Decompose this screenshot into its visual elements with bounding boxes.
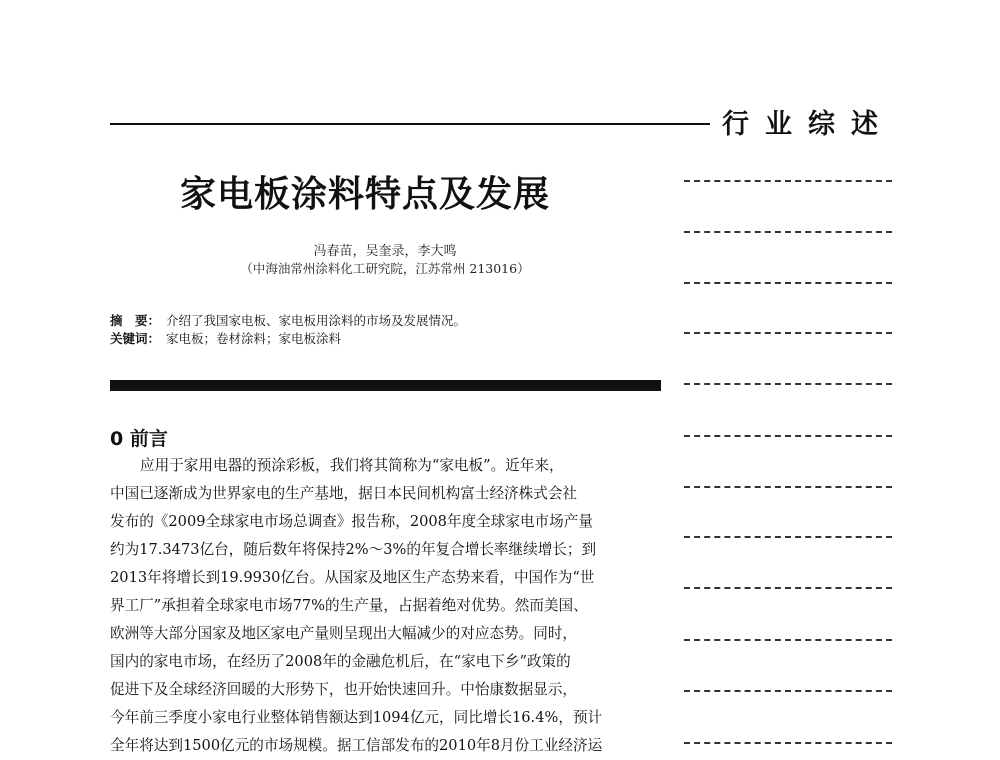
paragraph-line: 界工厂”承担着全球家电市场77%的生产量，占据着绝对优势。然而美国、: [110, 597, 588, 614]
body-paragraph: [110, 452, 665, 760]
margin-note-lines: [684, 168, 896, 760]
margin-dashed-line: [684, 639, 892, 641]
keywords: [110, 329, 341, 347]
margin-dashed-line: [684, 742, 892, 744]
paragraph-line: 国内的家电市场，在经历了2008年的金融危机后，在“家电下乡”政策的: [110, 653, 571, 670]
paragraph-line: 约为17.3473亿台，随后数年将保持2%～3%的年复合增长率继续增长；到: [110, 541, 597, 558]
keywords-text: 家电板；卷材涂料；家电板涂料: [166, 331, 342, 346]
paragraph-line: 应用于家用电器的预涂彩板，我们将其简称为“家电板”。近年来，: [140, 457, 564, 474]
margin-dashed-line: [684, 180, 892, 182]
article-affiliation: （中海油常州涂料化工研究院，江苏常州 213016）: [240, 261, 530, 276]
margin-dashed-line: [684, 690, 892, 692]
abstract-label: 摘 要：: [110, 313, 161, 328]
paragraph-line: 今年前三季度小家电行业整体销售额达到1094亿元，同比增长16.4%，预计: [110, 709, 603, 726]
margin-dashed-line: [684, 383, 892, 385]
abstract-text: 介绍了我国家电板、家电板用涂料的市场及发展情况。: [166, 313, 467, 328]
paragraph-line: 中国已逐渐成为世界家电的生产基地，据日本民间机构富士经济株式会社: [110, 485, 578, 502]
section-label: 行业综述: [722, 109, 894, 140]
margin-dashed-line: [684, 435, 892, 437]
article-title: 家电板涂料特点及发展: [180, 174, 551, 215]
paragraph-line: 发布的《2009全球家电市场总调查》报告称，2008年度全球家电市场产量: [110, 513, 593, 530]
article-authors: 冯春苗，吴奎录，李大鸣: [313, 244, 457, 259]
paragraph-line: 2013年将增长到19.9930亿台。从国家及地区生产态势来看，中国作为“世: [110, 569, 595, 586]
abstract: [110, 311, 466, 329]
margin-dashed-line: [684, 332, 892, 334]
paragraph-line: 全年将达到1500亿元的市场规模。据工信部发布的2010年8月份工业经济运: [110, 737, 603, 754]
keywords-label: 关键词：: [110, 331, 161, 346]
margin-dashed-line: [684, 231, 892, 233]
margin-dashed-line: [684, 486, 892, 488]
margin-dashed-line: [684, 587, 892, 589]
paragraph-line: 欧洲等大部分国家及地区家电产量则呈现出大幅减少的对应态势。同时，: [110, 625, 578, 642]
paragraph-line: 促进下及全球经济回暖的大形势下，也开始快速回升。中怡康数据显示，: [110, 681, 578, 698]
margin-dashed-line: [684, 536, 892, 538]
separator-bar: [110, 380, 661, 391]
section-header-rule: [110, 123, 710, 125]
margin-dashed-line: [684, 282, 892, 284]
section-heading: 0 前言: [110, 428, 168, 450]
